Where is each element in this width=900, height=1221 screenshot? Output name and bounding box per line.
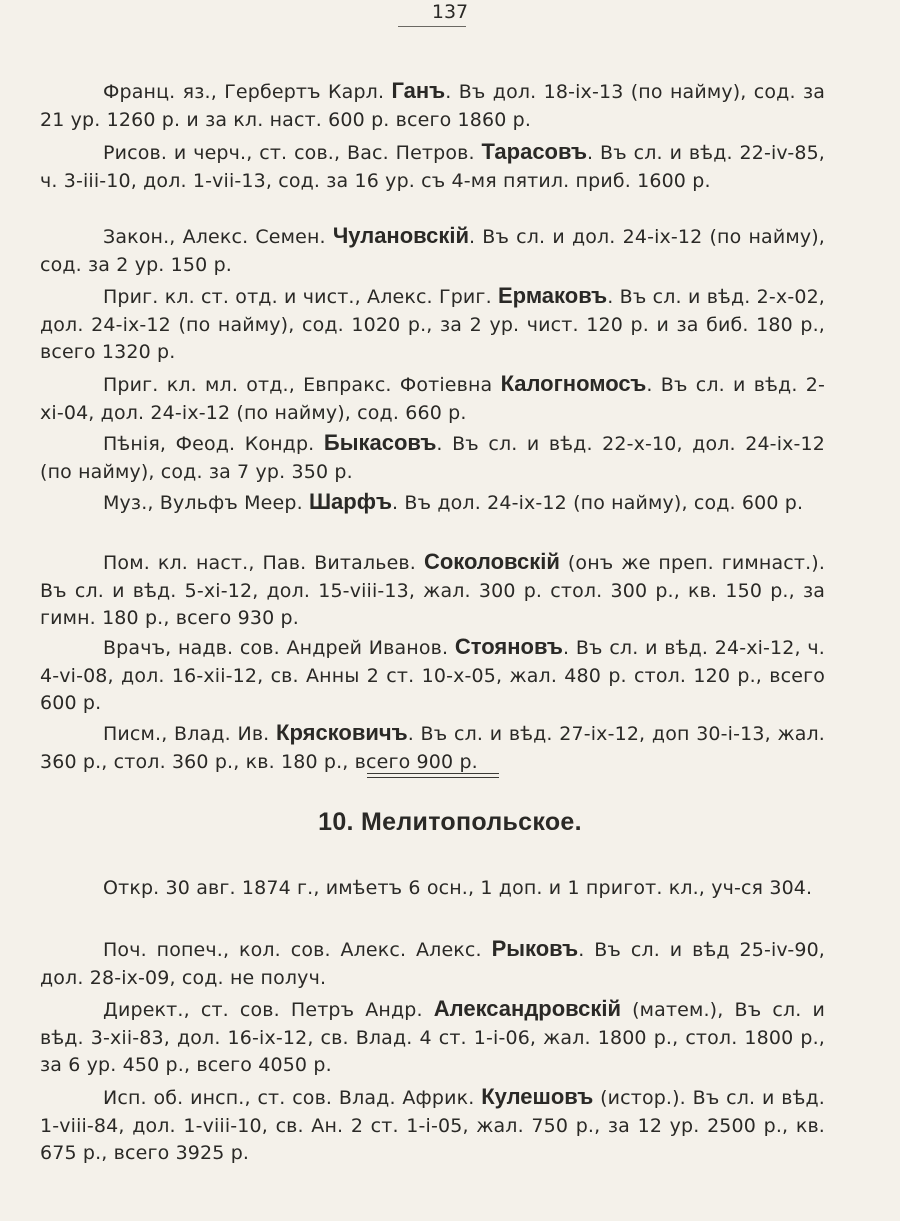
entry-singing-teacher: Пѣнія, Феод. Кондр. Быкасовъ. Въ сл. и вѣд. 22-x-10, дол. 24-ix-12 (по найму), сод. за 7 ур. 350 р.	[40, 430, 825, 483]
entry-assistant-class-tutor: Пом. кл. наст., Пав. Витальев. Соколовскій (онъ же преп. гимнаст.). Въ сл. и вѣд. 5-xi-12, дол. 15-viii-13, жал. 300 р. стол. 300 р., кв. 150 р., за гимн. 180 р., всего 930 р.	[40, 549, 826, 629]
surname: Шарфъ	[308, 489, 393, 514]
entry-physician: Врачъ, надв. сов. Андрей Иванов. Стояновъ. Въ сл. и вѣд. 24-xi-12, ч. 4-vi-08, дол. 16-xii-12, св. Анны 2 ст. 10-x-05, жал. 480 р. стол. 120 р., всего 600 р.	[40, 634, 825, 714]
entry-prep-class-senior: Приг. кл. ст. отд. и чист., Алекс. Григ. Ермаковъ. Въ сл. и вѣд. 2-x-02, дол. 24-ix-12 (по найму), сод. 1020 р., за 2 ур. чист. 120 р. и за биб. 180 р., всего 1320 р.	[40, 283, 825, 363]
entry-school-opening: Откр. 30 авг. 1874 г., имѣетъ 6 осн., 1 доп. и 1 пригот. кл., уч-ся 304.	[103, 877, 813, 899]
page-number: 137	[431, 1, 469, 23]
entry-acting-inspector: Исп. об. инсп., ст. сов. Влад. Африк. Кулешовъ (истор.). Въ сл. и вѣд. 1-viii-84, дол. 1-viii-10, св. Ан. 2 ст. 1-i-05, жал. 750 р., за 12 ур. 2500 р., кв. 675 р., всего 3925 р.	[40, 1084, 825, 1164]
entry-prep-class-junior: Приг. кл. мл. отд., Евпракс. Фотіевна Калогномосъ. Въ сл. и вѣд. 2-xi-04, дол. 24-ix-12 (по найму), сод. 660 р.	[40, 371, 826, 424]
entry-french-teacher: Франц. яз., Гербертъ Карл. Ганъ. Въ дол. 18-ix-13 (по найму), сод. за 21 ур. 1260 р. и за кл. наст. 600 р. всего 1860 р.	[40, 78, 825, 131]
entry-law-teacher: Закон., Алекс. Семен. Чулановскій. Въ сл. и дол. 24-ix-12 (по найму), сод. за 2 ур. 150 р.	[40, 223, 825, 276]
section-divider	[367, 773, 499, 778]
surname: Калогномосъ	[500, 371, 647, 396]
surname: Тарасовъ	[481, 139, 588, 164]
surname: Крясковичъ	[276, 720, 408, 745]
entry-clerk: Писм., Влад. Ив. Крясковичъ. Въ сл. и вѣд. 27-ix-12, доп 30-i-13, жал. 360 р., стол. 360 р., кв. 180 р., всего 900 р.	[40, 720, 825, 773]
surname: Александровскій	[433, 996, 622, 1021]
surname: Быкасовъ	[323, 430, 437, 455]
page-number-rule	[398, 26, 466, 27]
entry-director: Директ., ст. сов. Петръ Андр. Александровскій (матем.), Въ сл. и вѣд. 3-xii-83, дол. 16-ix-12, св. Влад. 4 ст. 1-i-06, жал. 1800 р., стол. 1800 р., за 6 ур. 450 р., всего 4050 р.	[40, 996, 826, 1076]
surname: Соколовскій	[423, 549, 560, 574]
surname: Стояновъ	[454, 634, 563, 659]
surname: Чулановскій	[332, 223, 470, 248]
entry-honorary-trustee: Поч. попеч., кол. сов. Алекс. Алекс. Рыковъ. Въ сл. и вѣд 25-iv-90, дол. 28-ix-09, сод. не получ.	[40, 936, 825, 989]
surname: Кулешовъ	[481, 1084, 594, 1109]
section-heading: 10. Мелитопольское.	[318, 808, 582, 836]
surname: Рыковъ	[491, 936, 579, 961]
entry-drawing-teacher: Рисов. и черч., ст. сов., Вас. Петров. Тарасовъ. Въ сл. и вѣд. 22-iv-85, ч. 3-iii-10, дол. 1-vii-13, сод. за 16 ур. съ 4-мя пятил. приб. 1600 р.	[40, 139, 825, 192]
surname: Ганъ	[391, 78, 446, 103]
entry-music-teacher: Муз., Вульфъ Меер. Шарфъ. Въ дол. 24-ix-12 (по найму), сод. 600 р.	[103, 489, 804, 514]
surname: Ермаковъ	[498, 283, 608, 308]
